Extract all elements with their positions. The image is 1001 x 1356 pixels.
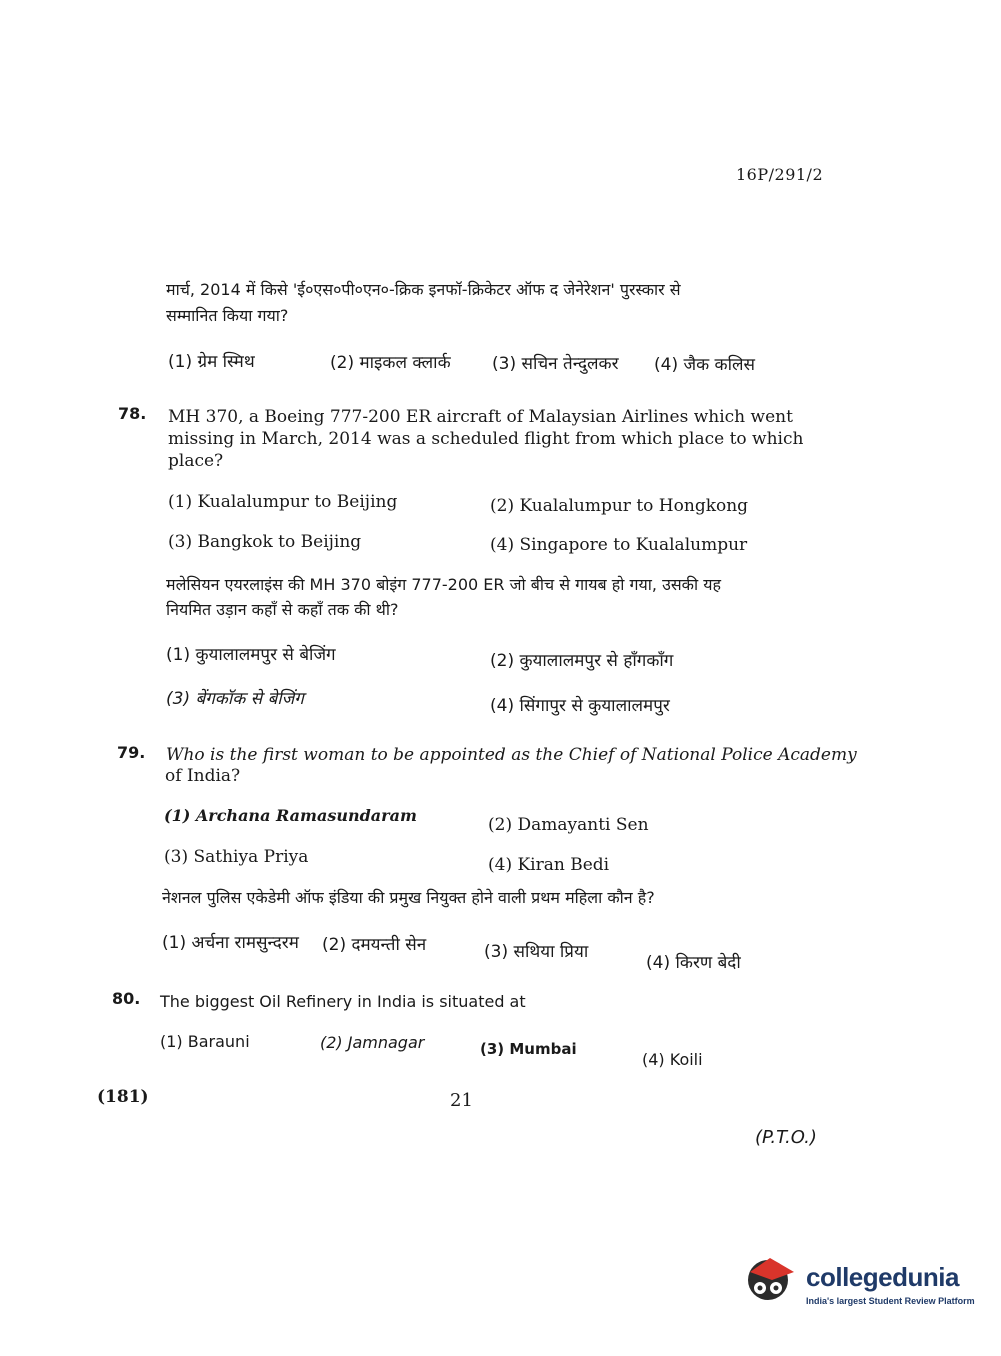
q79-text-line2: of India? [165,766,241,786]
page-number: 21 [450,1090,473,1111]
q77-hindi-option-2: (2) माइकल क्लार्क [330,353,451,373]
q80-text-line1: The biggest Oil Refinery in India is situated at [160,992,526,1011]
q79-text-line1: Who is the first woman to be appointed as the Chief of National Police Academy [166,745,857,765]
q79-number: 79. [117,743,146,762]
q80-option-4: (4) Koili [642,1050,703,1069]
paper-code: 16P/291/2 [736,165,824,184]
logo-name: collegedunia [806,1262,959,1292]
q77-hindi-option-4: (4) जैक कलिस [654,355,756,375]
q78-hindi-line1: मलेसियन एयरलाइंस की MH 370 बोइंग 777-200 ER जो बीच से गायब हो गया, उसकी यह [166,575,721,594]
q79-option-4: (4) Kiran Bedi [488,855,610,875]
q80-option-1: (1) Barauni [160,1032,250,1051]
q79-option-1: (1) Archana Ramasundaram [164,806,417,825]
q77-hindi-line1: मार्च, 2014 में किसे 'ई०एस०पी०एन०-क्रिक इनफॉ-क्रिकेटर ऑफ द जेनेरेशन' पुरस्कार से [166,280,681,299]
q80-option-3: (3) Mumbai [480,1040,577,1058]
footer-code: (181) [97,1087,149,1107]
q78-hindi-option-2: (2) कुयालालमपुर से हाँगकाँग [490,651,674,671]
q77-hindi-option-1: (1) ग्रेम स्मिथ [168,352,255,372]
q79-hindi-option-1: (1) अर्चना रामसुन्दरम [162,933,299,953]
q79-hindi-line1: नेशनल पुलिस एकेडेमी ऑफ इंडिया की प्रमुख नियुक्त होने वाली प्रथम महिला कौन है? [162,888,655,907]
q78-option-1: (1) Kualalumpur to Beijing [168,492,398,512]
q78-text-line3: place? [168,451,224,471]
q79-option-2: (2) Damayanti Sen [488,815,649,835]
q78-text-line1: MH 370, a Boeing 777-200 ER aircraft of Malaysian Airlines which went [168,407,793,427]
q78-option-3: (3) Bangkok to Beijing [168,532,362,552]
pto-label: (P.T.O.) [755,1127,817,1148]
q77-hindi-line2: सम्मानित किया गया? [166,306,289,325]
q77-hindi-option-3: (3) सचिन तेन्दुलकर [492,354,619,374]
q78-text-line2: missing in March, 2014 was a scheduled flight from which place to which [168,429,804,449]
q80-option-2: (2) Jamnagar [320,1033,425,1052]
mascot-icon [742,1250,802,1310]
q80-number: 80. [112,989,141,1008]
q78-option-4: (4) Singapore to Kualalumpur [490,535,748,555]
q79-hindi-option-2: (2) दमयन्ती सेन [322,935,427,955]
q79-option-3: (3) Sathiya Priya [164,847,309,867]
q79-hindi-option-4: (4) किरण बेदी [646,953,741,973]
q79-hindi-option-3: (3) सथिया प्रिया [484,942,589,962]
q78-hindi-option-4: (4) सिंगापुर से कुयालालमपुर [490,696,670,716]
q78-hindi-option-1: (1) कुयालालमपुर से बेजिंग [166,645,336,665]
q78-hindi-line2: नियमित उड़ान कहाँ से कहाँ तक की थी? [166,600,399,619]
q78-option-2: (2) Kualalumpur to Hongkong [490,496,749,516]
logo-tagline: India's largest Student Review Platform [806,1296,975,1306]
q78-number: 78. [118,404,147,423]
q78-hindi-option-3: (3) बेंगकॉक से बेजिंग [166,689,304,709]
